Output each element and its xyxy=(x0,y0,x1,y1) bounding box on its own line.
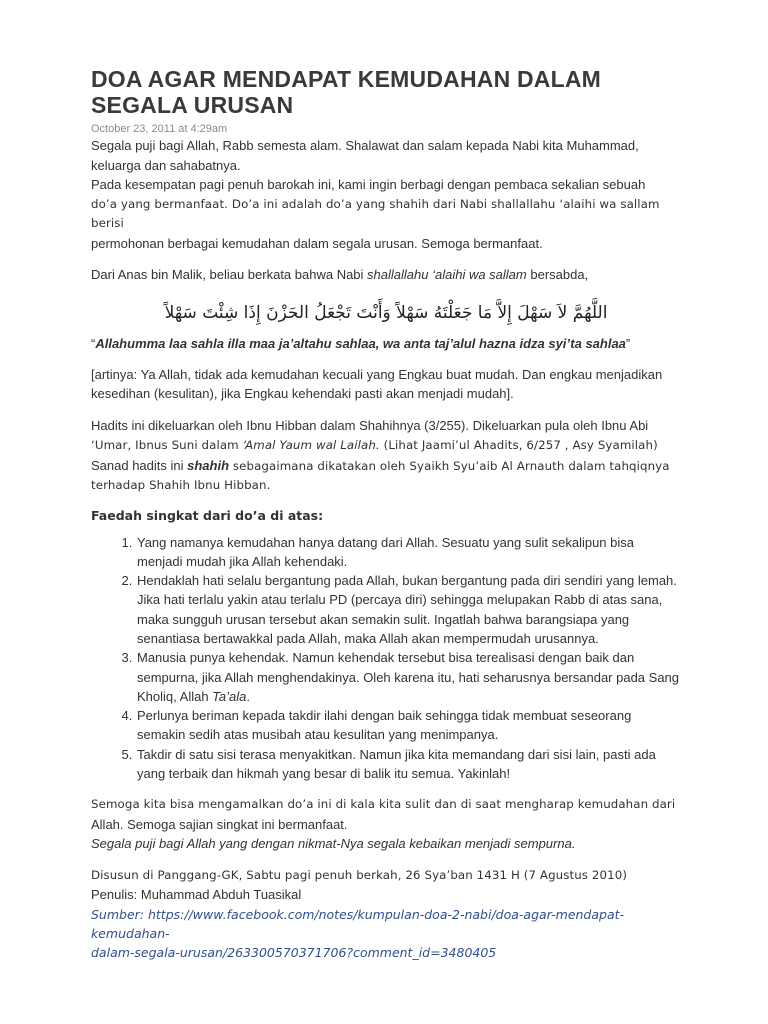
arabic-doa: اللَّهُمَّ لاَ سَهْلَ إِلاَّ مَا جَعَلْتَهُ سَهْلاً وَأَنْتَ تَجْعَلُ الحَزْنَ إِذَا شِئْتَ سَهْلاً xyxy=(164,302,608,323)
salawat-phrase: shallallahu ‘alaihi wa sallam xyxy=(367,267,527,282)
hadith-line-2 xyxy=(91,435,681,456)
intro-paragraph: Segala puji bagi Allah, Rabb semesta alam. Shalawat dan salam kepada Nabi kita Muhammad, keluarga dan sahabatnya. xyxy=(91,138,639,173)
narration-end: bersabda, xyxy=(526,267,589,282)
list-item: 2. Hendaklah hati selalu bergantung pada Allah, bukan bergantung pada diri sendiri yang lemah. Jika hati terlalu yakin atau terlalu PD (percaya diri) sehingga melupakan Rabb di atas sana, maka sungguh urusan tersebut akan semakin sulit. Ingatlah bahwa barangsiapa yang senantiasa bertawakkal pada Allah, maka Allah akan mempermudah urusannya. xyxy=(136,571,681,648)
list-item-text: Manusia punya kehendak. Namun kehendak tersebut bisa terealisasi dengan baik dan sempurna, jika Allah menghendakinya. Oleh karena itu, hati seharusnya bersandar pada Sang Kholiq, Allah xyxy=(137,650,680,704)
hadith-line-1: Hadits ini dikeluarkan oleh Ibnu Hibban dalam Shahihnya (3/255). Dikeluarkan pula oleh Ibnu Abi xyxy=(91,417,649,433)
taala-term: Ta’ala xyxy=(212,688,247,704)
shahih-term: shahih xyxy=(187,457,230,473)
list-item: 5. Takdir di satu sisi terasa menyakitkan. Namun jika kita memandang dari sisi lain, pasti ada yang terbaik dan hikmah yang besar di balik itu semua. Yakinlah! xyxy=(136,745,681,784)
list-item xyxy=(136,648,681,706)
hadith-narrators: ‘Umar, Ibnus Suni dalam xyxy=(91,438,243,452)
open-quote: “ xyxy=(91,335,96,351)
close-quote: ” xyxy=(625,335,631,351)
compiled-note: Disusun di Panggang-GK, Sabtu pagi penuh berkah, 26 Sya’ban 1431 H (7 Agustus 2010) xyxy=(91,867,628,882)
list-item: 1. Yang namanya kemudahan hanya datang dari Allah. Sesuatu yang sulit sekalipun bisa menjadi mudah jika Allah kehendaki. xyxy=(136,533,681,572)
list-item: 4. Perlunya beriman kepada takdir ilahi dengan baik sehingga tidak membuat seseorang semakin sedih atas musibah atau kesulitan yang menimpanya. xyxy=(136,706,681,745)
narration-line xyxy=(91,265,681,285)
doa-transliteration xyxy=(91,334,681,353)
closing-line-2: Allah. Semoga sajian singkat ini bermanfaat. xyxy=(91,816,348,832)
hadith-line-4: terhadap Shahih Ibnu Hibban. xyxy=(91,478,271,492)
intro-paragraph-2-line-1: Pada kesempatan pagi penuh barokah ini, kami ingin berbagi dengan pembaca sekalian sebuah xyxy=(91,177,646,192)
intro-paragraph-2-line-3: permohonan berbagai kemudahan dalam segala urusan. Semoga bermanfaat. xyxy=(91,235,543,251)
transliteration-text: Allahumma laa sahla illa maa ja’altahu sahlaa, wa anta taj’alul hazna idza syi’ta sahlaa xyxy=(95,335,626,351)
benefits-heading: Faedah singkat dari do’a di atas: xyxy=(91,507,324,523)
source-link-line-1[interactable]: Sumber: https://www.facebook.com/notes/kumpulan-doa-2-nabi/doa-agar-mendapat-kemudahan- xyxy=(91,906,625,941)
article-body xyxy=(91,66,681,962)
list-item-end: . xyxy=(246,688,251,704)
doa-meaning: [artinya: Ya Allah, tidak ada kemudahan kecuali yang Engkau buat mudah. Dan engkau menjadikan kesedihan (kesulitan), jika Engkau kehendaki pasti akan menjadi mudah]. xyxy=(91,366,663,401)
benefits-list xyxy=(91,533,681,784)
article-title: DOA AGAR MENDAPAT KEMUDAHAN DALAM SEGALA URUSAN xyxy=(91,66,602,118)
narration-text: Dari Anas bin Malik, beliau berkata bahwa Nabi xyxy=(91,267,368,282)
closing-line-1: Semoga kita bisa mengamalkan do’a ini di kala kita sulit dan di saat mengharap kemudahan dari xyxy=(91,797,676,812)
source-link-line-2[interactable]: dalam-segala-urusan/263300570371706?comment_id=3480405 xyxy=(91,944,497,960)
author-line: Penulis: Muhammad Abduh Tuasikal xyxy=(91,887,302,903)
sanad-text: Sanad hadits ini xyxy=(91,457,188,473)
post-date[interactable]: October 23, 2011 at 4:29am xyxy=(91,123,228,135)
source-link[interactable] xyxy=(91,905,681,962)
book-title: ‘Amal Yaum wal Lailah. xyxy=(242,438,380,452)
hadith-reference: (Lihat Jaami’ul Ahadits, 6/257 , Asy Syamilah) xyxy=(379,438,658,452)
intro-paragraph-2-line-2: do’a yang bermanfaat. Do’a ini adalah do’a yang shahih dari Nabi shallallahu ‘alaihi wa sallam berisi xyxy=(91,196,660,230)
sanad-source: sebagaimana dikatakan oleh Syaikh Syu’aib Al Arnauth dalam tahqiqnya xyxy=(229,458,670,473)
closing-praise: Segala puji bagi Allah yang dengan nikmat-Nya segala kebaikan menjadi sempurna. xyxy=(91,836,576,852)
hadith-line-3 xyxy=(91,456,681,477)
